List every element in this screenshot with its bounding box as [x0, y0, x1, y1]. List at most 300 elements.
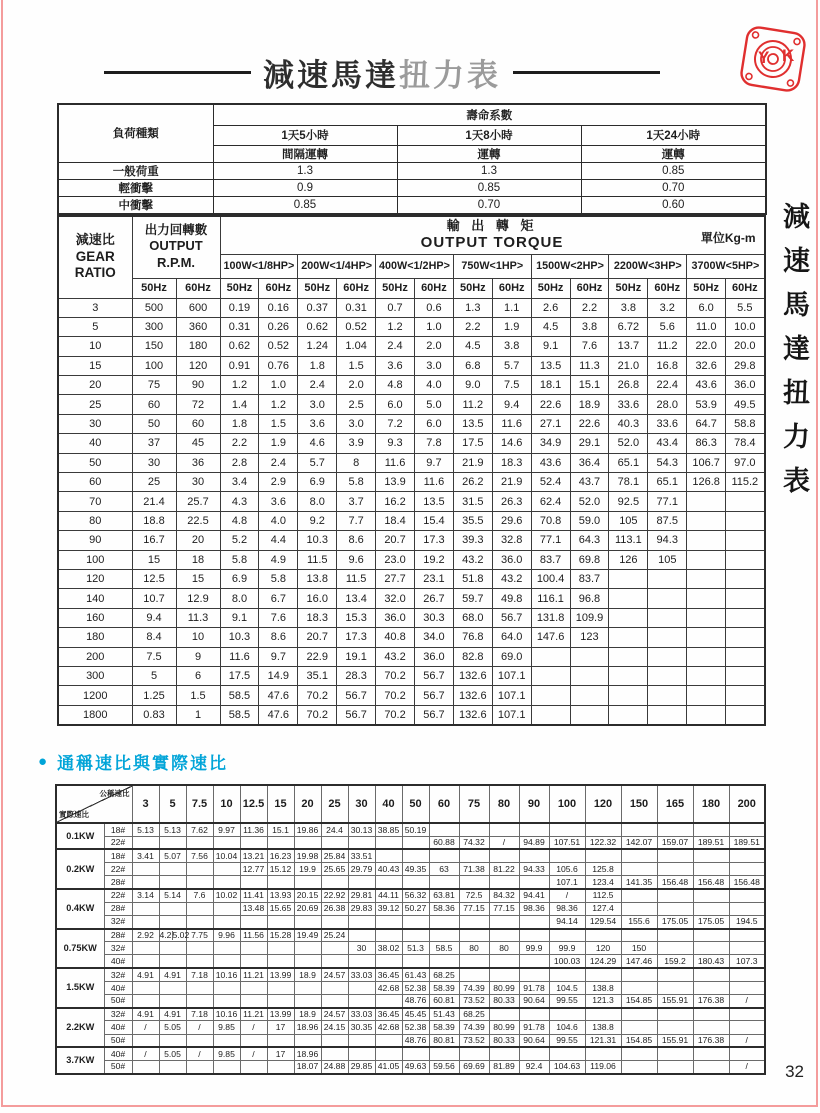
actual-ratio-cell — [429, 849, 459, 862]
torque-value-cell: 6.0 — [687, 298, 726, 317]
output-torque-table — [57, 215, 766, 726]
torque-value-cell: 6.7 — [259, 589, 298, 608]
actual-ratio-cell — [213, 836, 240, 849]
actual-ratio-cell: 129.54 — [585, 915, 621, 928]
torque-value-cell: 2.0 — [337, 376, 376, 395]
torque-value-cell: 5.0 — [414, 395, 453, 414]
torque-value-cell: 49.8 — [492, 589, 531, 608]
actual-ratio-cell: 119.06 — [585, 1060, 621, 1073]
actual-ratio-cell — [402, 876, 429, 889]
actual-ratio-cell — [348, 915, 375, 928]
hz-header: 60Hz — [259, 278, 298, 298]
actual-ratio-cell — [213, 863, 240, 876]
torque-value-cell: 62.4 — [531, 492, 570, 511]
title-rule-right — [513, 71, 660, 74]
actual-ratio-cell: 25.65 — [321, 863, 348, 876]
actual-ratio-cell: 18.96 — [294, 1021, 321, 1034]
torque-value-cell: 11.6 — [220, 647, 259, 666]
torque-value-cell: 1.2 — [259, 395, 298, 414]
torque-value-cell: 4.5 — [453, 337, 492, 356]
actual-ratio-cell: 90.64 — [519, 994, 549, 1007]
diagonal-corner-header: 公稱速比 實際速比 — [56, 785, 132, 823]
actual-ratio-cell — [429, 1047, 459, 1060]
torque-value-cell: 9.6 — [337, 550, 376, 569]
actual-ratio-cell — [402, 955, 429, 968]
actual-ratio-cell — [621, 863, 657, 876]
nominal-ratio-header: 3 — [132, 785, 159, 823]
frame-size-label: 40# — [104, 955, 132, 968]
torque-value-cell — [531, 686, 570, 705]
kw-label: 2.2KW — [56, 1008, 104, 1048]
torque-value-cell — [726, 589, 765, 608]
actual-ratio-cell — [585, 823, 621, 836]
actual-ratio-cell — [657, 1060, 693, 1073]
torque-value-cell: 8.6 — [259, 628, 298, 647]
torque-value-cell: 52.4 — [531, 473, 570, 492]
rpm-cell: 10.7 — [132, 589, 176, 608]
actual-ratio-cell — [348, 1047, 375, 1060]
frame-size-label: 50# — [104, 994, 132, 1007]
actual-ratio-cell: 24.88 — [321, 1060, 348, 1073]
actual-ratio-cell — [489, 915, 519, 928]
torque-value-cell: 58.8 — [726, 414, 765, 433]
actual-ratio-cell: 10.16 — [213, 1008, 240, 1021]
torque-value-cell: 11.6 — [376, 453, 415, 472]
torque-value-cell — [726, 511, 765, 530]
torque-value-cell: 51.8 — [453, 569, 492, 588]
actual-ratio-cell: 60.81 — [429, 994, 459, 1007]
frame-size-label: 22# — [104, 863, 132, 876]
ratio-row — [56, 889, 765, 902]
torque-row — [58, 337, 765, 356]
torque-value-cell: 7.6 — [259, 608, 298, 627]
torque-value-cell: 3.6 — [376, 356, 415, 375]
torque-value-cell: 96.8 — [570, 589, 609, 608]
actual-ratio-cell — [693, 1021, 729, 1034]
actual-ratio-cell: 29.83 — [348, 902, 375, 915]
actual-ratio-cell: 80.33 — [489, 1034, 519, 1047]
actual-ratio-cell — [132, 1060, 159, 1073]
power-column-header: 400W<1/2HP> — [376, 254, 454, 278]
actual-ratio-cell — [240, 994, 267, 1007]
life-factor-title: 壽命系數 — [213, 104, 766, 125]
actual-ratio-cell: 30 — [348, 942, 375, 955]
actual-ratio-cell — [132, 863, 159, 876]
torque-value-cell — [570, 647, 609, 666]
frame-size-label: 32# — [104, 915, 132, 928]
ratio-row — [56, 849, 765, 862]
torque-row — [58, 473, 765, 492]
actual-ratio-cell: / — [729, 1060, 765, 1073]
actual-ratio-cell — [621, 1021, 657, 1034]
torque-value-cell — [609, 666, 648, 685]
torque-value-cell: 21.9 — [492, 473, 531, 492]
torque-value-cell: 2.9 — [259, 473, 298, 492]
actual-ratio-cell: 138.8 — [585, 1021, 621, 1034]
actual-ratio-cell — [240, 876, 267, 889]
power-column-header: 200W<1/4HP> — [298, 254, 376, 278]
torque-value-cell: 0.31 — [220, 317, 259, 336]
actual-ratio-cell — [159, 942, 186, 955]
gear-ratio-cell: 300 — [58, 666, 132, 685]
actual-ratio-cell: 22.92 — [321, 889, 348, 902]
actual-ratio-cell — [729, 968, 765, 981]
torque-value-cell: 9.1 — [220, 608, 259, 627]
actual-ratio-cell — [294, 955, 321, 968]
actual-ratio-cell: 107.51 — [549, 836, 585, 849]
actual-ratio-cell — [657, 902, 693, 915]
actual-ratio-cell: 13.21 — [240, 849, 267, 862]
torque-value-cell: 78.4 — [726, 434, 765, 453]
actual-ratio-cell: 73.52 — [459, 994, 489, 1007]
hz-header: 60Hz — [570, 278, 609, 298]
ratio-row — [56, 902, 765, 915]
torque-value-cell: 4.9 — [259, 550, 298, 569]
torque-value-cell: 82.8 — [453, 647, 492, 666]
torque-value-cell — [609, 608, 648, 627]
actual-ratio-cell: 15.1 — [267, 823, 294, 836]
actual-ratio-cell: 107.1 — [549, 876, 585, 889]
rpm-cell: 100 — [132, 356, 176, 375]
actual-ratio-cell — [729, 889, 765, 902]
actual-ratio-cell: 4.91 — [132, 968, 159, 981]
torque-value-cell: 28.0 — [648, 395, 687, 414]
col-subheader: 運轉 — [581, 145, 766, 162]
actual-ratio-cell — [429, 876, 459, 889]
torque-value-cell: 43.2 — [492, 569, 531, 588]
torque-value-cell: 6.9 — [220, 569, 259, 588]
torque-value-cell: 20.0 — [726, 337, 765, 356]
actual-ratio-cell — [489, 955, 519, 968]
actual-ratio-cell: 91.78 — [519, 1021, 549, 1034]
actual-ratio-cell — [159, 836, 186, 849]
torque-value-cell: 107.1 — [492, 666, 531, 685]
actual-ratio-cell — [621, 1008, 657, 1021]
hz-header: 50Hz — [132, 278, 176, 298]
actual-ratio-cell — [348, 955, 375, 968]
torque-value-cell: 115.2 — [726, 473, 765, 492]
torque-value-cell — [648, 569, 687, 588]
actual-ratio-cell — [375, 1047, 402, 1060]
actual-ratio-cell — [693, 942, 729, 955]
actual-ratio-cell: 7.6 — [186, 889, 213, 902]
torque-value-cell: 94.3 — [648, 531, 687, 550]
torque-value-cell: 0.52 — [337, 317, 376, 336]
actual-ratio-cell: 58.39 — [429, 981, 459, 994]
torque-value-cell — [687, 647, 726, 666]
actual-ratio-cell — [489, 929, 519, 942]
torque-row — [58, 434, 765, 453]
torque-value-cell: 13.5 — [414, 492, 453, 511]
actual-ratio-cell — [348, 836, 375, 849]
actual-ratio-cell: 80.99 — [489, 1021, 519, 1034]
torque-value-cell: 2.2 — [453, 317, 492, 336]
actual-ratio-cell — [657, 1021, 693, 1034]
actual-ratio-cell: 68.25 — [459, 1008, 489, 1021]
torque-value-cell: 33.6 — [609, 395, 648, 414]
actual-ratio-cell — [459, 849, 489, 862]
torque-value-cell: 6.0 — [376, 395, 415, 414]
actual-ratio-cell: 10.04 — [213, 849, 240, 862]
actual-ratio-cell: 120 — [585, 942, 621, 955]
torque-value-cell — [609, 569, 648, 588]
torque-value-cell — [648, 705, 687, 724]
frame-size-label: 28# — [104, 929, 132, 942]
actual-ratio-cell — [321, 955, 348, 968]
torque-value-cell: 7.8 — [414, 434, 453, 453]
actual-ratio-cell: 91.78 — [519, 981, 549, 994]
torque-value-cell: 16.0 — [298, 589, 337, 608]
torque-value-cell: 43.6 — [687, 376, 726, 395]
actual-ratio-cell — [693, 863, 729, 876]
torque-row — [58, 550, 765, 569]
ratio-row — [56, 929, 765, 942]
torque-value-cell: 1.1 — [492, 298, 531, 317]
torque-value-cell: 70.2 — [376, 686, 415, 705]
rpm-cell: 25.7 — [176, 492, 220, 511]
value-cell: 0.9 — [213, 179, 397, 196]
actual-ratio-cell — [585, 929, 621, 942]
actual-ratio-cell: 189.51 — [693, 836, 729, 849]
actual-ratio-cell — [375, 1034, 402, 1047]
frame-size-label: 40# — [104, 1021, 132, 1034]
ratio-row — [56, 994, 765, 1007]
torque-value-cell — [609, 589, 648, 608]
nominal-ratio-header: 80 — [489, 785, 519, 823]
torque-value-cell: 11.5 — [298, 550, 337, 569]
actual-ratio-cell — [186, 955, 213, 968]
hz-header: 60Hz — [492, 278, 531, 298]
actual-ratio-cell: 100.03 — [549, 955, 585, 968]
output-rpm-header: 出力回轉數 OUTPUT R.P.M. — [132, 216, 220, 278]
actual-ratio-cell: 51.3 — [402, 942, 429, 955]
actual-ratio-cell — [693, 968, 729, 981]
torque-value-cell: 4.8 — [220, 511, 259, 530]
actual-ratio-cell: 155.91 — [657, 1034, 693, 1047]
actual-ratio-cell — [321, 836, 348, 849]
actual-ratio-cell — [159, 1060, 186, 1073]
actual-ratio-cell: 121.3 — [585, 994, 621, 1007]
torque-value-cell: 86.3 — [687, 434, 726, 453]
actual-ratio-cell — [621, 968, 657, 981]
gear-ratio-cell: 80 — [58, 511, 132, 530]
actual-ratio-cell: 18.9 — [294, 1008, 321, 1021]
gear-ratio-cell: 180 — [58, 628, 132, 647]
rpm-cell: 36 — [176, 453, 220, 472]
torque-value-cell: 2.4 — [298, 376, 337, 395]
rpm-cell: 120 — [176, 356, 220, 375]
torque-value-cell: 10.3 — [298, 531, 337, 550]
load-type-header: 負荷種類 — [58, 104, 213, 162]
rpm-cell: 300 — [132, 317, 176, 336]
hz-header: 60Hz — [337, 278, 376, 298]
power-column-header: 1500W<2HP> — [531, 254, 609, 278]
rpm-cell: 21.4 — [132, 492, 176, 511]
actual-ratio-cell: 15.65 — [267, 902, 294, 915]
actual-ratio-cell — [267, 915, 294, 928]
value-cell: 0.85 — [213, 196, 397, 214]
rpm-cell: 6 — [176, 666, 220, 685]
col-header: 1天5小時 — [213, 125, 397, 145]
torque-value-cell: 100.4 — [531, 569, 570, 588]
torque-value-cell: 4.4 — [259, 531, 298, 550]
rpm-cell: 150 — [132, 337, 176, 356]
actual-ratio-cell — [159, 1034, 186, 1047]
rpm-cell: 30 — [132, 453, 176, 472]
torque-value-cell: 65.1 — [609, 453, 648, 472]
torque-row — [58, 414, 765, 433]
actual-ratio-cell: 74.39 — [459, 981, 489, 994]
actual-ratio-cell: 154.85 — [621, 1034, 657, 1047]
actual-ratio-cell: 159.2 — [657, 955, 693, 968]
torque-value-cell: 6.72 — [609, 317, 648, 336]
actual-ratio-cell — [693, 929, 729, 942]
torque-value-cell: 1.5 — [337, 356, 376, 375]
torque-value-cell — [726, 628, 765, 647]
page-header — [104, 50, 660, 95]
torque-value-cell — [687, 666, 726, 685]
ratio-row — [56, 1034, 765, 1047]
torque-value-cell: 4.0 — [414, 376, 453, 395]
torque-value-cell: 47.6 — [259, 686, 298, 705]
actual-ratio-subvalue: 5.02 — [172, 930, 190, 941]
actual-ratio-cell: 18.07 — [294, 1060, 321, 1073]
actual-ratio-cell: 33.03 — [348, 968, 375, 981]
torque-value-cell — [687, 550, 726, 569]
gear-ratio-cell: 120 — [58, 569, 132, 588]
torque-value-cell — [687, 492, 726, 511]
torque-value-cell: 16.2 — [376, 492, 415, 511]
torque-value-cell: 52.0 — [609, 434, 648, 453]
actual-ratio-cell — [729, 1047, 765, 1060]
torque-value-cell: 22.6 — [531, 395, 570, 414]
actual-ratio-cell — [186, 915, 213, 928]
actual-ratio-cell — [729, 863, 765, 876]
torque-value-cell: 83.7 — [531, 550, 570, 569]
torque-value-cell — [648, 666, 687, 685]
actual-ratio-cell: 5.05 — [159, 1021, 186, 1034]
actual-ratio-cell: 29.79 — [348, 863, 375, 876]
actual-ratio-cell — [519, 823, 549, 836]
ratio-row — [56, 968, 765, 981]
actual-ratio-cell: 13.93 — [267, 889, 294, 902]
actual-ratio-cell — [657, 942, 693, 955]
torque-value-cell — [570, 686, 609, 705]
actual-ratio-cell: 80.99 — [489, 981, 519, 994]
actual-ratio-cell — [549, 929, 585, 942]
torque-value-cell: 32.8 — [492, 531, 531, 550]
torque-value-cell: 8.6 — [337, 531, 376, 550]
torque-value-cell: 8 — [337, 453, 376, 472]
torque-value-cell: 15.4 — [414, 511, 453, 530]
actual-ratio-cell: 156.48 — [657, 876, 693, 889]
ratio-row — [56, 823, 765, 836]
torque-value-cell: 43.4 — [648, 434, 687, 453]
actual-ratio-cell — [159, 929, 190, 942]
actual-ratio-cell: 7.18 — [186, 1008, 213, 1021]
actual-ratio-cell — [159, 863, 186, 876]
bullet-icon: ● — [38, 753, 50, 770]
actual-ratio-cell: 63 — [429, 863, 459, 876]
torque-value-cell: 7.6 — [570, 337, 609, 356]
actual-ratio-cell — [402, 849, 429, 862]
nominal-vs-actual-ratio-table — [55, 784, 766, 1075]
actual-ratio-cell: / — [489, 836, 519, 849]
torque-value-cell: 34.0 — [414, 628, 453, 647]
actual-ratio-cell: 156.48 — [729, 876, 765, 889]
torque-value-cell — [726, 666, 765, 685]
torque-value-cell: 9.0 — [453, 376, 492, 395]
torque-row — [58, 666, 765, 685]
actual-ratio-cell — [213, 994, 240, 1007]
torque-value-cell: 106.7 — [687, 453, 726, 472]
torque-value-cell: 1.2 — [376, 317, 415, 336]
torque-value-cell: 11.2 — [453, 395, 492, 414]
torque-row — [58, 511, 765, 530]
gear-ratio-cell: 100 — [58, 550, 132, 569]
actual-ratio-cell: 38.02 — [375, 942, 402, 955]
torque-value-cell — [648, 628, 687, 647]
torque-value-cell: 33.6 — [648, 414, 687, 433]
torque-value-cell: 70.2 — [376, 705, 415, 724]
actual-ratio-cell: 99.9 — [549, 942, 585, 955]
torque-value-cell: 4.3 — [220, 492, 259, 511]
actual-ratio-cell: 7.75 — [186, 929, 213, 942]
hz-header: 50Hz — [298, 278, 337, 298]
actual-ratio-cell: 26.38 — [321, 902, 348, 915]
torque-value-cell — [687, 628, 726, 647]
actual-ratio-cell — [459, 929, 489, 942]
torque-value-cell: 43.2 — [453, 550, 492, 569]
gear-ratio-cell: 40 — [58, 434, 132, 453]
row-label: 一般荷重 — [58, 162, 213, 179]
actual-ratio-cell: 80.33 — [489, 994, 519, 1007]
actual-ratio-cell: 5.05 — [159, 1047, 186, 1060]
torque-value-cell: 0.62 — [298, 317, 337, 336]
nominal-ratio-header: 200 — [729, 785, 765, 823]
torque-value-cell: 3.6 — [298, 414, 337, 433]
torque-value-cell — [609, 686, 648, 705]
actual-ratio-cell: 5.14 — [159, 889, 186, 902]
gear-ratio-header: 減速比 GEAR RATIO — [58, 216, 132, 298]
torque-value-cell: 105 — [609, 511, 648, 530]
value-cell: 0.60 — [581, 196, 766, 214]
actual-ratio-cell: 20.15 — [294, 889, 321, 902]
actual-ratio-cell — [657, 849, 693, 862]
actual-ratio-cell: 3.14 — [132, 889, 159, 902]
torque-value-cell: 1.9 — [259, 434, 298, 453]
actual-ratio-cell: 84.32 — [489, 889, 519, 902]
torque-value-cell: 132.6 — [453, 666, 492, 685]
torque-value-cell: 70.2 — [376, 666, 415, 685]
actual-ratio-cell: 11.36 — [240, 823, 267, 836]
actual-ratio-cell: 48.76 — [402, 994, 429, 1007]
ratio-section-title-text: 通稱速比與實際速比 — [57, 754, 229, 773]
hz-header: 50Hz — [687, 278, 726, 298]
actual-ratio-cell — [159, 902, 186, 915]
nominal-ratio-header: 7.5 — [186, 785, 213, 823]
actual-ratio-cell: 125.8 — [585, 863, 621, 876]
actual-ratio-cell: 4.91 — [132, 1008, 159, 1021]
actual-ratio-cell: 36.45 — [375, 968, 402, 981]
actual-ratio-cell: 99.55 — [549, 1034, 585, 1047]
torque-value-cell: 22.9 — [298, 647, 337, 666]
frame-size-label: 22# — [104, 836, 132, 849]
torque-value-cell: 17.5 — [453, 434, 492, 453]
torque-value-cell: 3.8 — [609, 298, 648, 317]
actual-ratio-cell: 7.18 — [186, 968, 213, 981]
torque-value-cell: 5.6 — [648, 317, 687, 336]
